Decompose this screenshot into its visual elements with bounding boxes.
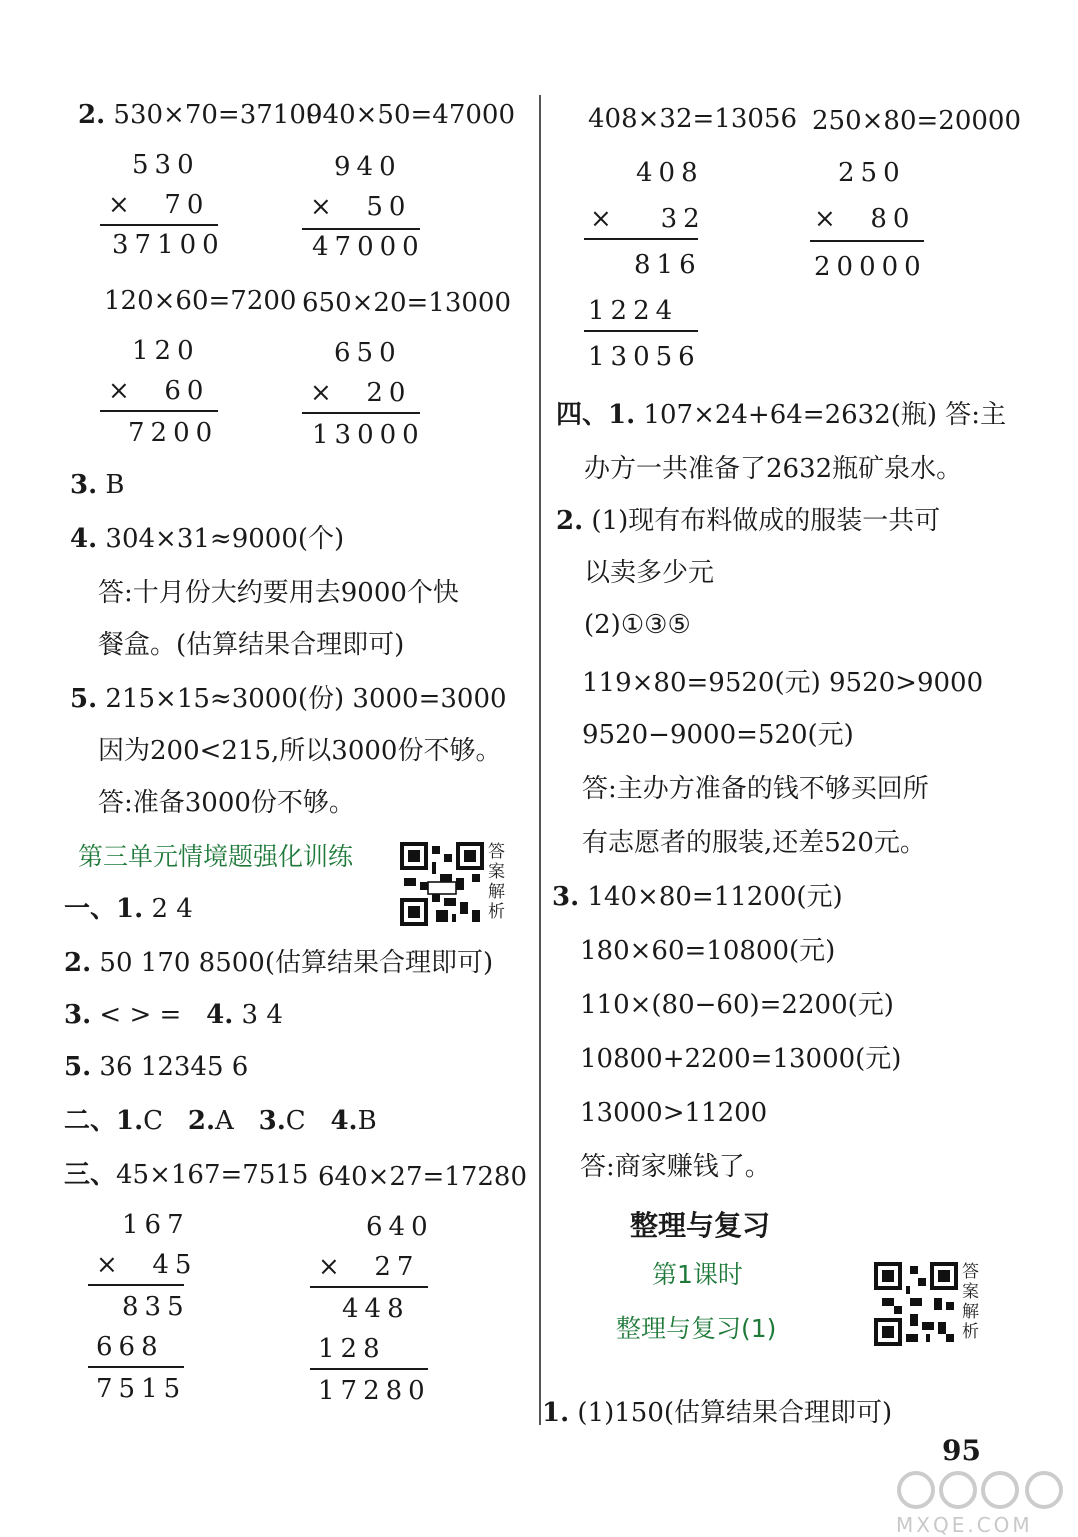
r-eq1: 408×32=13056 <box>588 104 797 134</box>
r-q3-line5: 13000>11200 <box>580 1098 768 1128</box>
section-two-heading: 二、 <box>64 1106 117 1136</box>
vcalc-row: × 50 <box>310 192 412 222</box>
r-q3-line6: 答:商家赚钱了。 <box>580 1152 771 1182</box>
r-q2-line7: 有志愿者的服装,还差520元。 <box>582 828 926 858</box>
vcalc-result: 37100 <box>112 230 225 260</box>
vcalc-row: 167 <box>122 1210 190 1240</box>
vcalc-row: 940 <box>334 152 402 182</box>
s3-eq2: 640×27=17280 <box>318 1162 527 1192</box>
vcalc-row: 128 <box>318 1334 386 1364</box>
r-q2-line3: (2)①③⑤ <box>584 610 691 640</box>
r-q2-line2: 以卖多少元 <box>584 558 715 588</box>
vcalc-row: 668 <box>96 1332 164 1362</box>
vcalc-row: × 27 <box>318 1252 420 1282</box>
vcalc-row: × 45 <box>96 1250 198 1280</box>
q4-answer-line2: 餐盒。(估算结果合理即可) <box>98 630 405 660</box>
qr-code-icon[interactable] <box>400 842 484 926</box>
vcalc-row: 250 <box>838 158 906 188</box>
vcalc-line <box>310 1286 428 1288</box>
vcalc-row: 408 <box>636 158 704 188</box>
unit-title: 第三单元情境题强化训练 <box>78 842 354 871</box>
vcalc-row: × 20 <box>310 378 412 408</box>
vcalc-row: × 80 <box>814 204 916 234</box>
vcalc-row: × 70 <box>108 190 210 220</box>
vcalc-row: 1224 <box>588 296 679 326</box>
qr-label: 答案解析 <box>488 842 505 922</box>
vcalc-row: 835 <box>122 1292 190 1322</box>
vcalc-line <box>100 224 218 226</box>
q3-number: 3. <box>70 470 98 500</box>
page-number: 95 <box>942 1434 981 1467</box>
vcalc-result: 13000 <box>312 420 425 450</box>
s2-number: 2. <box>64 948 92 978</box>
q4-number: 4. <box>70 524 98 554</box>
vcalc-line <box>302 412 420 414</box>
vcalc-row: × 32 <box>590 204 706 234</box>
section-four-line <box>556 398 1006 432</box>
si-q1-line2: 办方一共准备了2632瓶矿泉水。 <box>584 454 963 484</box>
q4-line <box>70 522 344 556</box>
section-one-heading: 一、 <box>64 894 117 924</box>
vcalc-result: 47000 <box>312 232 425 262</box>
q2-number: 2. <box>78 100 106 130</box>
vcalc-row: × 60 <box>108 376 210 406</box>
r-q3-line <box>552 880 843 914</box>
q2-eq2: 940×50=47000 <box>306 100 515 130</box>
vcalc-result: 7200 <box>128 418 219 448</box>
vcalc-row: 640 <box>366 1212 434 1242</box>
q4-equation: 304×31≈9000(个) <box>105 524 345 554</box>
q3-answer: B <box>105 470 125 500</box>
vcalc-line <box>310 1368 428 1370</box>
r-eq2: 250×80=20000 <box>812 106 1021 136</box>
section-four-heading: 四、 <box>556 400 609 430</box>
vcalc-line <box>584 238 698 240</box>
s1-q1-answer: 2 4 <box>151 894 193 924</box>
q5-equation: 215×15≈3000(份) 3000=3000 <box>105 684 507 714</box>
s3-number: 3. <box>64 1000 92 1030</box>
vcalc-row: 120 <box>132 336 200 366</box>
si-q1-number: 1. <box>608 400 636 430</box>
lesson-label: 第1课时 <box>652 1260 743 1289</box>
q5-number: 5. <box>70 684 98 714</box>
s1-q1-number: 1. <box>116 894 144 924</box>
review-subtitle: 整理与复习(1) <box>616 1314 777 1343</box>
vcalc-row: 448 <box>342 1294 410 1324</box>
r-last-line <box>542 1396 892 1430</box>
vcalc-line <box>88 1366 184 1368</box>
watermark <box>896 1470 1072 1537</box>
s2-answer: 50 170 8500(估算结果合理即可) <box>99 948 494 978</box>
q2-line <box>78 98 322 132</box>
vcalc-row: 530 <box>132 150 200 180</box>
s5-line <box>64 1050 248 1084</box>
r-q3-text: 140×80=11200(元) <box>587 882 843 912</box>
r-q3-number: 3. <box>552 882 580 912</box>
r-q2-line6: 答:主办方准备的钱不够买回所 <box>582 774 929 804</box>
s5-answer: 36 12345 6 <box>99 1052 249 1082</box>
q4-answer-line1: 答:十月份大约要用去9000个快 <box>98 578 459 608</box>
vcalc-line <box>302 228 420 230</box>
q5-line2: 因为200<215,所以3000份不够。 <box>98 736 502 766</box>
qr-label: 答案解析 <box>962 1262 979 1342</box>
q2-eq3: 120×60=7200 <box>104 286 297 316</box>
s4-answer: 3 4 <box>241 1000 283 1030</box>
r-q3-line3: 110×(80−60)=2200(元) <box>580 990 894 1020</box>
s4-number: 4. <box>206 1000 234 1030</box>
r-q2-line5: 9520−9000=520(元) <box>582 720 854 750</box>
s3-line <box>64 998 283 1032</box>
section-two-line: 二、1.C 2.A 3.C 4.B <box>64 1106 377 1136</box>
section-three-heading: 三、 <box>64 1160 117 1190</box>
column-divider <box>539 95 541 1425</box>
vcalc-result: 13056 <box>588 342 701 372</box>
q2-eq1: 530×70=37100 <box>113 100 323 130</box>
s3-answer: < > = <box>99 1000 182 1030</box>
q2-eq4: 650×20=13000 <box>302 288 511 318</box>
s1-line <box>64 892 193 926</box>
vcalc-line <box>88 1284 184 1286</box>
vcalc-result: 7515 <box>96 1374 187 1404</box>
r-q2-number: 2. <box>556 506 584 536</box>
s5-number: 5. <box>64 1052 92 1082</box>
s2-line <box>64 946 493 980</box>
r-q2-text: (1)现有布料做成的服装一共可 <box>591 506 941 536</box>
r-q2-line <box>556 504 940 538</box>
r-q2-line4: 119×80=9520(元) 9520>9000 <box>582 668 984 698</box>
vcalc-line <box>810 240 924 242</box>
q5-line3: 答:准备3000份不够。 <box>98 788 355 818</box>
q3-line <box>70 468 125 502</box>
review-title: 整理与复习 <box>630 1209 771 1242</box>
section-three-line <box>64 1158 308 1192</box>
vcalc-result: 20000 <box>814 252 927 282</box>
watermark-text: MXQE.COM <box>896 1513 1033 1537</box>
watermark-logo-icon <box>896 1470 1072 1510</box>
r-last-text: (1)150(估算结果合理即可) <box>577 1398 893 1428</box>
vcalc-result: 17280 <box>318 1376 431 1406</box>
s3-eq1: 45×167=7515 <box>116 1160 309 1190</box>
r-last-number: 1. <box>542 1398 570 1428</box>
r-q3-line2: 180×60=10800(元) <box>580 936 836 966</box>
si-q1-text: 107×24+64=2632(瓶) 答:主 <box>643 400 1007 430</box>
vcalc-line <box>584 330 698 332</box>
vcalc-row: 650 <box>334 338 402 368</box>
q5-line <box>70 682 507 716</box>
qr-code-icon[interactable] <box>874 1262 958 1346</box>
vcalc-line <box>100 410 218 412</box>
vcalc-row: 816 <box>634 250 702 280</box>
r-q3-line4: 10800+2200=13000(元) <box>580 1044 902 1074</box>
